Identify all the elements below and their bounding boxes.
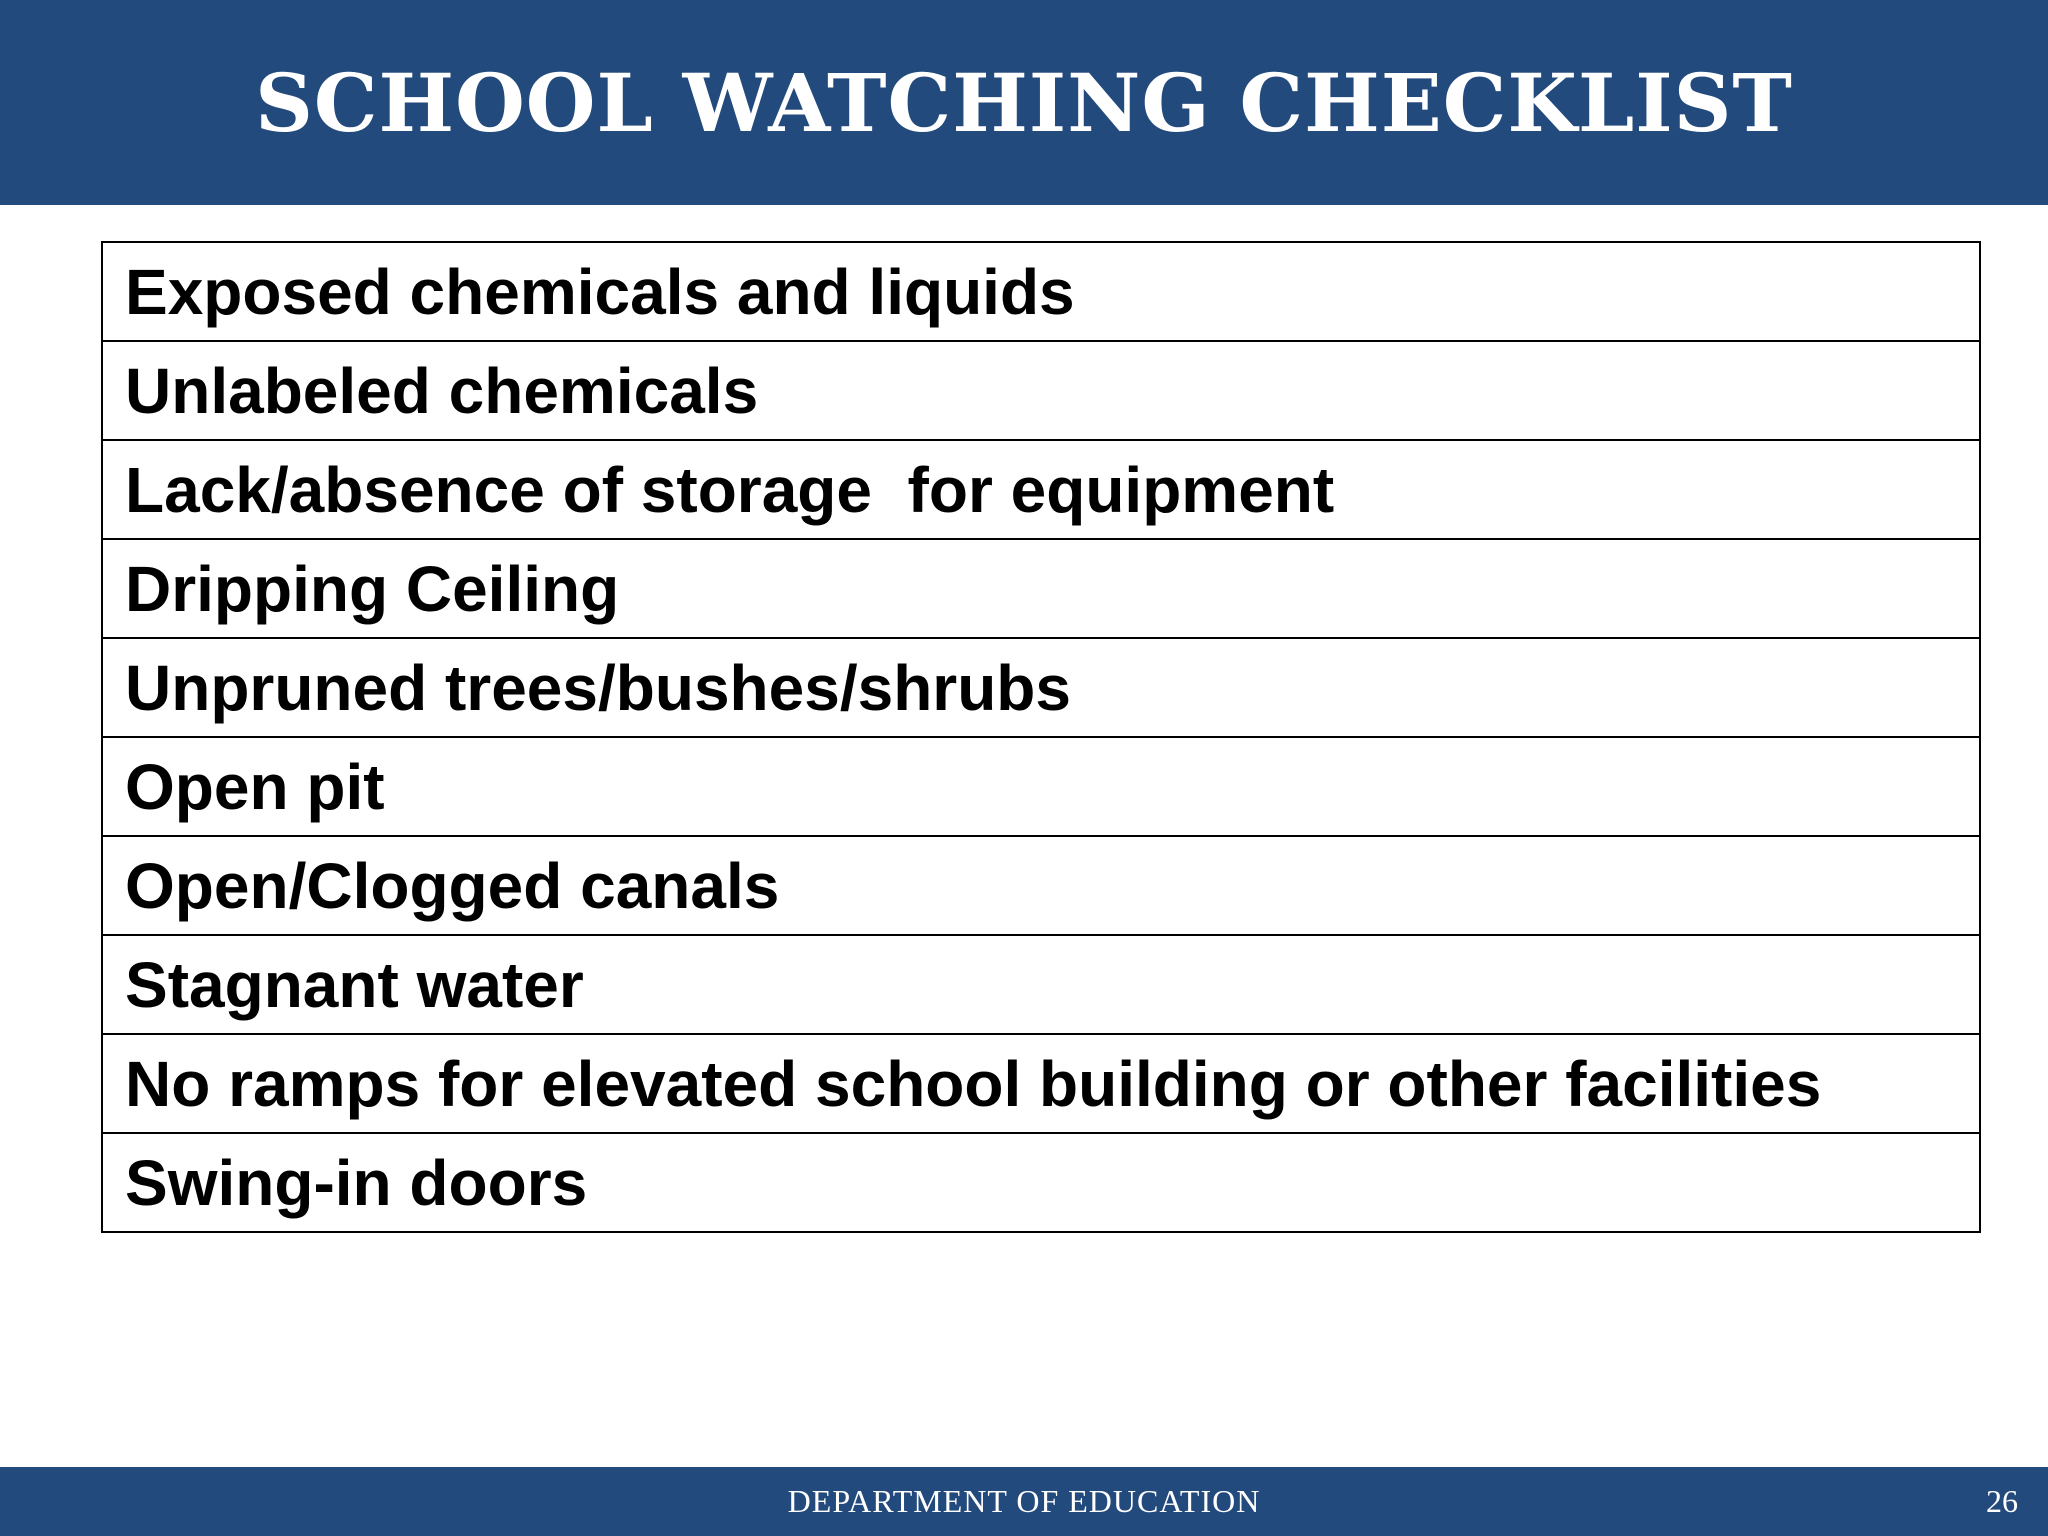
checklist-row [102,737,1980,836]
checklist-item: Lack/absence of storage for equipment [102,440,1980,539]
checklist-item: Unlabeled chemicals [102,341,1980,440]
checklist-row [102,242,1980,341]
checklist-row [102,440,1980,539]
checklist-item: Unpruned trees/bushes/shrubs [102,638,1980,737]
page-number: 26 [1986,1483,2018,1519]
checklist-row [102,539,1980,638]
footer-bar [0,1467,2048,1536]
checklist-row [102,1133,1980,1232]
checklist-item: Open pit [102,737,1980,836]
checklist-row [102,638,1980,737]
checklist-row [102,836,1980,935]
checklist-item: Swing-in doors [102,1133,1980,1232]
footer-organization: DEPARTMENT OF EDUCATION [787,1483,1261,1519]
checklist-row [102,935,1980,1034]
checklist-item: Exposed chemicals and liquids [102,242,1980,341]
checklist-table [101,241,1981,1233]
checklist-row [102,1034,1980,1133]
checklist-item: Open/Clogged canals [102,836,1980,935]
checklist-item: Stagnant water [102,935,1980,1034]
checklist-item: Dripping Ceiling [102,539,1980,638]
checklist-row [102,341,1980,440]
title-banner [0,0,2048,205]
slide-title: SCHOOL WATCHING CHECKLIST [255,55,1793,150]
checklist-item: No ramps for elevated school building or other facilities [102,1034,1980,1133]
